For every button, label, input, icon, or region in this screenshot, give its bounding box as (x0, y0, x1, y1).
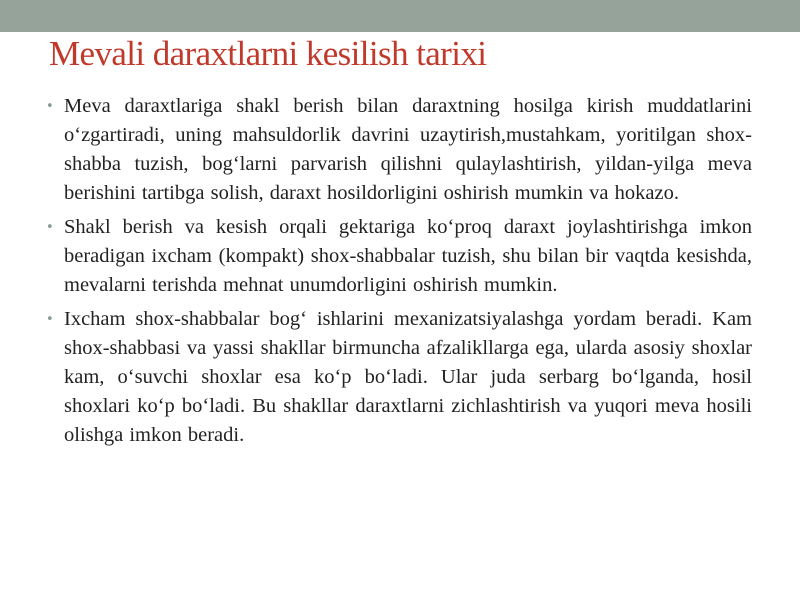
slide-body (46, 92, 752, 455)
bullet-item (46, 92, 752, 208)
slide-title: Mevali daraxtlarni kesilish tarixi (49, 34, 487, 73)
bullet-dot-icon: • (46, 99, 54, 114)
top-decorative-band (0, 0, 800, 32)
bullet-text: Ixcham shox-shabbalar bog‘ ishlarini mexanizatsiyalashga yordam beradi. Kam shox-shabbasi va yassi shakllar birmuncha afzalikllarga ega, ularda asosiy shoxlar kam, o‘suvchi shoxlar esa ko‘p bo‘ladi. Ular juda serbarg bo‘lganda, hosil shoxlari ko‘p bo‘ladi. Bu shakllar daraxtlarni zichlashtirish va yuqori meva hosili olishga imkon beradi. (64, 308, 752, 446)
bullet-item (46, 213, 752, 300)
bullet-dot-icon: • (46, 220, 54, 235)
bullet-dot-icon: • (46, 312, 54, 327)
bullet-text: Shakl berish va kesish orqali gektariga ko‘proq daraxt joylashtirishga imkon beradigan ixcham (kompakt) shox-shabbalar tuzish, shu bilan bir vaqtda kesishda, mevalarni terishda mehnat unumdorligini oshirish mumkin. (64, 216, 752, 296)
bullet-text: Meva daraxtlariga shakl berish bilan daraxtning hosilga kirish muddatlarini o‘zgartiradi, uning mahsuldorlik davrini uzaytirish,mustahkam, yoritilgan shox-shabba tuzish, bog‘larni parvarish qilishni qulaylashtirish, yildan-yilga meva berishini tartibga solish, daraxt hosildorligini oshirish mumkin va hokazo. (64, 95, 752, 204)
bullet-item (46, 305, 752, 450)
